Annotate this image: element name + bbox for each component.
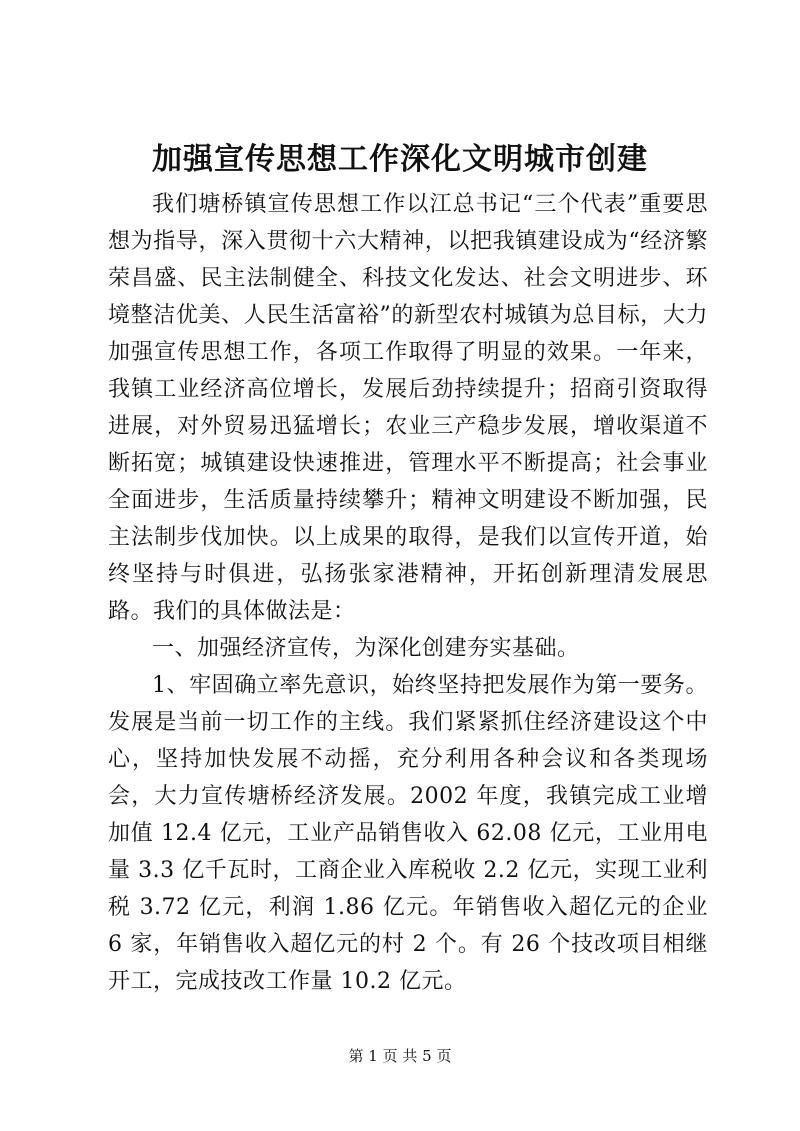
document-body [108,186,708,1000]
page-footer: 第 1 页 共 5 页 [348,1047,452,1065]
paragraph-intro: 我们塘桥镇宣传思想工作以江总书记“三个代表”重要思想为指导，深入贯彻十六大精神，以把我镇建设成为“经济繁荣昌盛、民主法制健全、科技文化发达、社会文明进步、环境整洁优美、人民生活富裕”的新型农村城镇为总目标，大力加强宣传思想工作，各项工作取得了明显的效果。一年来，我镇工业经济高位增长，发展后劲持续提升；招商引资取得进展，对外贸易迅猛增长；农业三产稳步发展，增收渠道不断拓宽；城镇建设快速推进，管理水平不断提高；社会事业全面进步，生活质量持续攀升；精神文明建设不断加强，民主法制步伐加快。以上成果的取得，是我们以宣传开道，始终坚持与时俱进，弘扬张家港精神，开拓创新理清发展思路。我们的具体做法是： [108,192,708,624]
paragraph-item-1: 1、牢固确立率先意识，始终坚持把发展作为第一要务。发展是当前一切工作的主线。我们紧紧抓住经济建设这个中心，坚持加快发展不动摇，充分利用各种会议和各类现场会，大力宣传塘桥经济发展。2002 年度，我镇完成工业增加值 12.4 亿元，工业产品销售收入 62.08 亿元，工业用电量 3.3 亿千瓦时，工商企业入库税收 2.2 亿元，实现工业利税 3.72 亿元，利润 1.86 亿元。年销售收入超亿元的企业 6 家，年销售收入超亿元的村 2 个。有 26 个技改项目相继开工，完成技改工作量 10.2 亿元。 [108,673,708,994]
document-title: 加强宣传思想工作深化文明城市创建 [152,142,648,177]
paragraph-section-heading: 一、加强经济宣传，为深化创建夯实基础。 [152,636,580,661]
